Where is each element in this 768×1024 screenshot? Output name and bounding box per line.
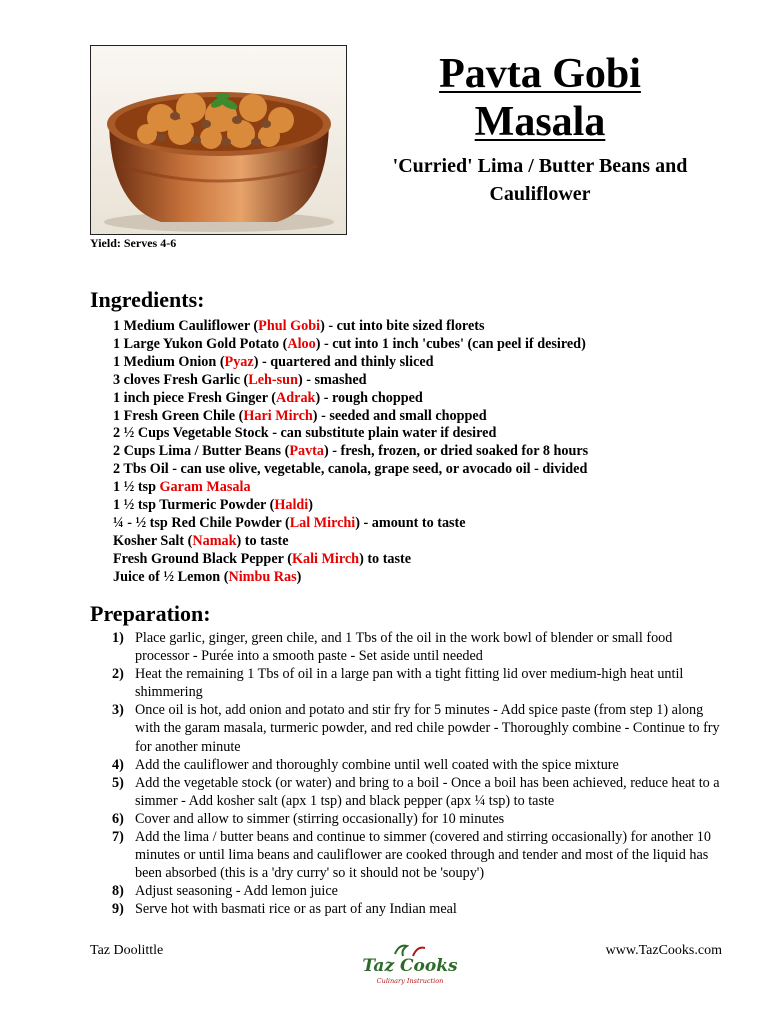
ingredient-hindi-name: Aloo (287, 335, 316, 352)
ingredient-item (113, 372, 588, 390)
ingredient-text: 1 Fresh Green Chile ( (113, 407, 244, 424)
ingredient-text: Kosher Salt ( (113, 532, 193, 549)
step-number: 5) (112, 774, 124, 791)
preparation-step (104, 900, 724, 918)
ingredient-text: ) - cut into bite sized florets (320, 318, 485, 334)
logo-title: Taz Cooks (362, 956, 458, 976)
ingredient-item (113, 551, 588, 569)
logo-tagline: Culinary Instruction (376, 977, 444, 985)
ingredient-hindi-name: Pyaz (224, 353, 254, 370)
step-text: Place garlic, ginger, green chile, and 1 Tbs of the oil in the work bowl of blender or small food processor - Purée into a smooth paste - Set aside until needed (135, 630, 673, 665)
step-number: 2) (112, 666, 124, 683)
ingredient-hindi-name: Phul Gobi (258, 318, 321, 334)
step-text: Adjust seasoning - Add lemon juice (135, 883, 338, 900)
step-number: 8) (112, 883, 124, 900)
ingredient-text: ) - smashed (297, 371, 367, 388)
step-text: Serve hot with basmati rice or as part of any Indian meal (135, 901, 457, 918)
ingredient-text: 1 Large Yukon Gold Potato ( (113, 335, 288, 352)
preparation-step (104, 810, 724, 828)
title-line-2: Masala (474, 99, 606, 145)
ingredient-text: ) (308, 497, 313, 514)
preparation-step (104, 665, 724, 701)
ingredient-text: 3 cloves Fresh Garlic ( (113, 371, 249, 388)
step-number: 7) (112, 829, 124, 846)
ingredient-text: 1 inch piece Fresh Ginger ( (113, 389, 277, 406)
preparation-step (104, 756, 724, 774)
taz-cooks-logo (355, 942, 465, 992)
ingredient-text: Fresh Ground Black Pepper ( (113, 550, 292, 567)
preparation-steps (104, 629, 724, 919)
ingredient-text: 1 ½ tsp Turmeric Powder ( (113, 497, 275, 514)
ingredient-item (113, 318, 588, 336)
ingredient-text: ) - rough chopped (315, 389, 423, 406)
recipe-subtitle: 'Curried' Lima / Butter Beans and Cauliflower (392, 155, 688, 205)
ingredient-text: ) - seeded and small chopped (312, 407, 487, 424)
ingredient-hindi-name: Kali Mirch (291, 550, 360, 567)
ingredient-hindi-name: Namak (192, 532, 237, 549)
ingredient-text: ) to taste (236, 532, 289, 549)
ingredient-text: 2 ½ Cups Vegetable Stock - can substitute plain water if desired (113, 425, 497, 442)
ingredient-text: 1 Medium Cauliflower ( (113, 318, 259, 334)
ingredient-hindi-name: Haldi (274, 497, 309, 514)
footer-author: Taz Doolittle (90, 943, 164, 958)
preparation-step (104, 828, 724, 882)
ingredient-item (113, 533, 588, 551)
ingredient-text: ) - amount to taste (355, 514, 466, 531)
ingredient-text: 2 Cups Lima / Butter Beans ( (113, 443, 290, 460)
ingredient-text: 1 Medium Onion ( (113, 353, 225, 370)
recipe-title (372, 50, 708, 146)
ingredient-item (113, 354, 588, 372)
step-number: 4) (112, 756, 124, 773)
ingredient-hindi-name: Nimbu Ras (228, 568, 297, 585)
title-line-1: Pavta Gobi (439, 51, 641, 97)
yield-text: Yield: Serves 4-6 (90, 236, 177, 250)
ingredient-item (113, 425, 588, 443)
preparation-heading: Preparation: (90, 601, 211, 626)
ingredient-hindi-name: Leh-sun (248, 371, 298, 388)
step-text: Add the cauliflower and thoroughly combine until well coated with the spice mixture (135, 756, 619, 773)
ingredient-text: ) - cut into 1 inch 'cubes' (can peel if desired) (315, 335, 586, 352)
ingredient-text: 1 ½ tsp (113, 479, 160, 496)
step-number: 9) (112, 901, 124, 918)
step-number: 1) (112, 630, 124, 646)
ingredient-item (113, 461, 588, 479)
ingredient-item (113, 443, 588, 461)
ingredient-text: ) to taste (359, 550, 412, 567)
step-text: Cover and allow to simmer (stirring occasionally) for 10 minutes (135, 810, 505, 827)
step-number: 3) (112, 702, 124, 719)
ingredient-item (113, 408, 588, 426)
ingredient-hindi-name: Lal Mirchi (289, 514, 356, 531)
ingredient-text: ) - fresh, frozen, or dried soaked for 8 hours (324, 443, 589, 460)
ingredient-hindi-name: Pavta (289, 443, 324, 460)
step-text: Add the vegetable stock (or water) and bring to a boil - Once a boil has been achieved, reduce heat to a simmer - Add kosher salt (apx 1 tsp) and black pepper (apx ¼ tsp) to taste (135, 774, 720, 809)
ingredient-text: 2 Tbs Oil - can use olive, vegetable, canola, grape seed, or avocado oil - divided (113, 461, 588, 478)
preparation-step (104, 629, 724, 665)
ingredient-text: ) - quartered and thinly sliced (253, 353, 434, 370)
ingredient-item (113, 515, 588, 533)
preparation-step (104, 774, 724, 810)
footer-website[interactable]: www.TazCooks.com (605, 943, 722, 958)
preparation-step (104, 882, 724, 900)
ingredient-text: ) (296, 568, 302, 585)
ingredient-item (113, 336, 588, 354)
ingredient-hindi-name: Adrak (276, 389, 316, 406)
ingredient-text: Juice of ½ Lemon ( (113, 568, 229, 585)
ingredients-heading: Ingredients: (90, 287, 205, 312)
ingredient-text: ¼ - ½ tsp Red Chile Powder ( (113, 514, 290, 531)
step-text: Heat the remaining 1 Tbs of oil in a large pan with a tight fitting lid over medium-high heat until shimmering (135, 666, 684, 701)
preparation-step (104, 701, 724, 755)
ingredients-list (113, 318, 588, 587)
ingredient-item (113, 569, 588, 587)
ingredient-hindi-name: Garam Masala (159, 479, 251, 496)
ingredient-hindi-name: Hari Mirch (243, 407, 313, 424)
ingredient-item (113, 390, 588, 408)
step-text: Add the lima / butter beans and continue to simmer (covered and stirring occasionally) for another 10 minutes or until lima beans and cauliflower are cooked through and tender and most of the liquid has been absorbed (this is a 'dry curry' so it should not be 'soupy') (135, 829, 711, 882)
ingredient-item (113, 479, 588, 497)
step-number: 6) (112, 810, 124, 827)
curry-bowl-photo (90, 45, 347, 235)
ingredient-item (113, 497, 588, 515)
step-text: Once oil is hot, add onion and potato and stir fry for 5 minutes - Add spice paste (from step 1) along with the garam masala, turmeric powder, and red chile powder - Thoroughly combine - Continue to fry for another minute (135, 702, 720, 755)
